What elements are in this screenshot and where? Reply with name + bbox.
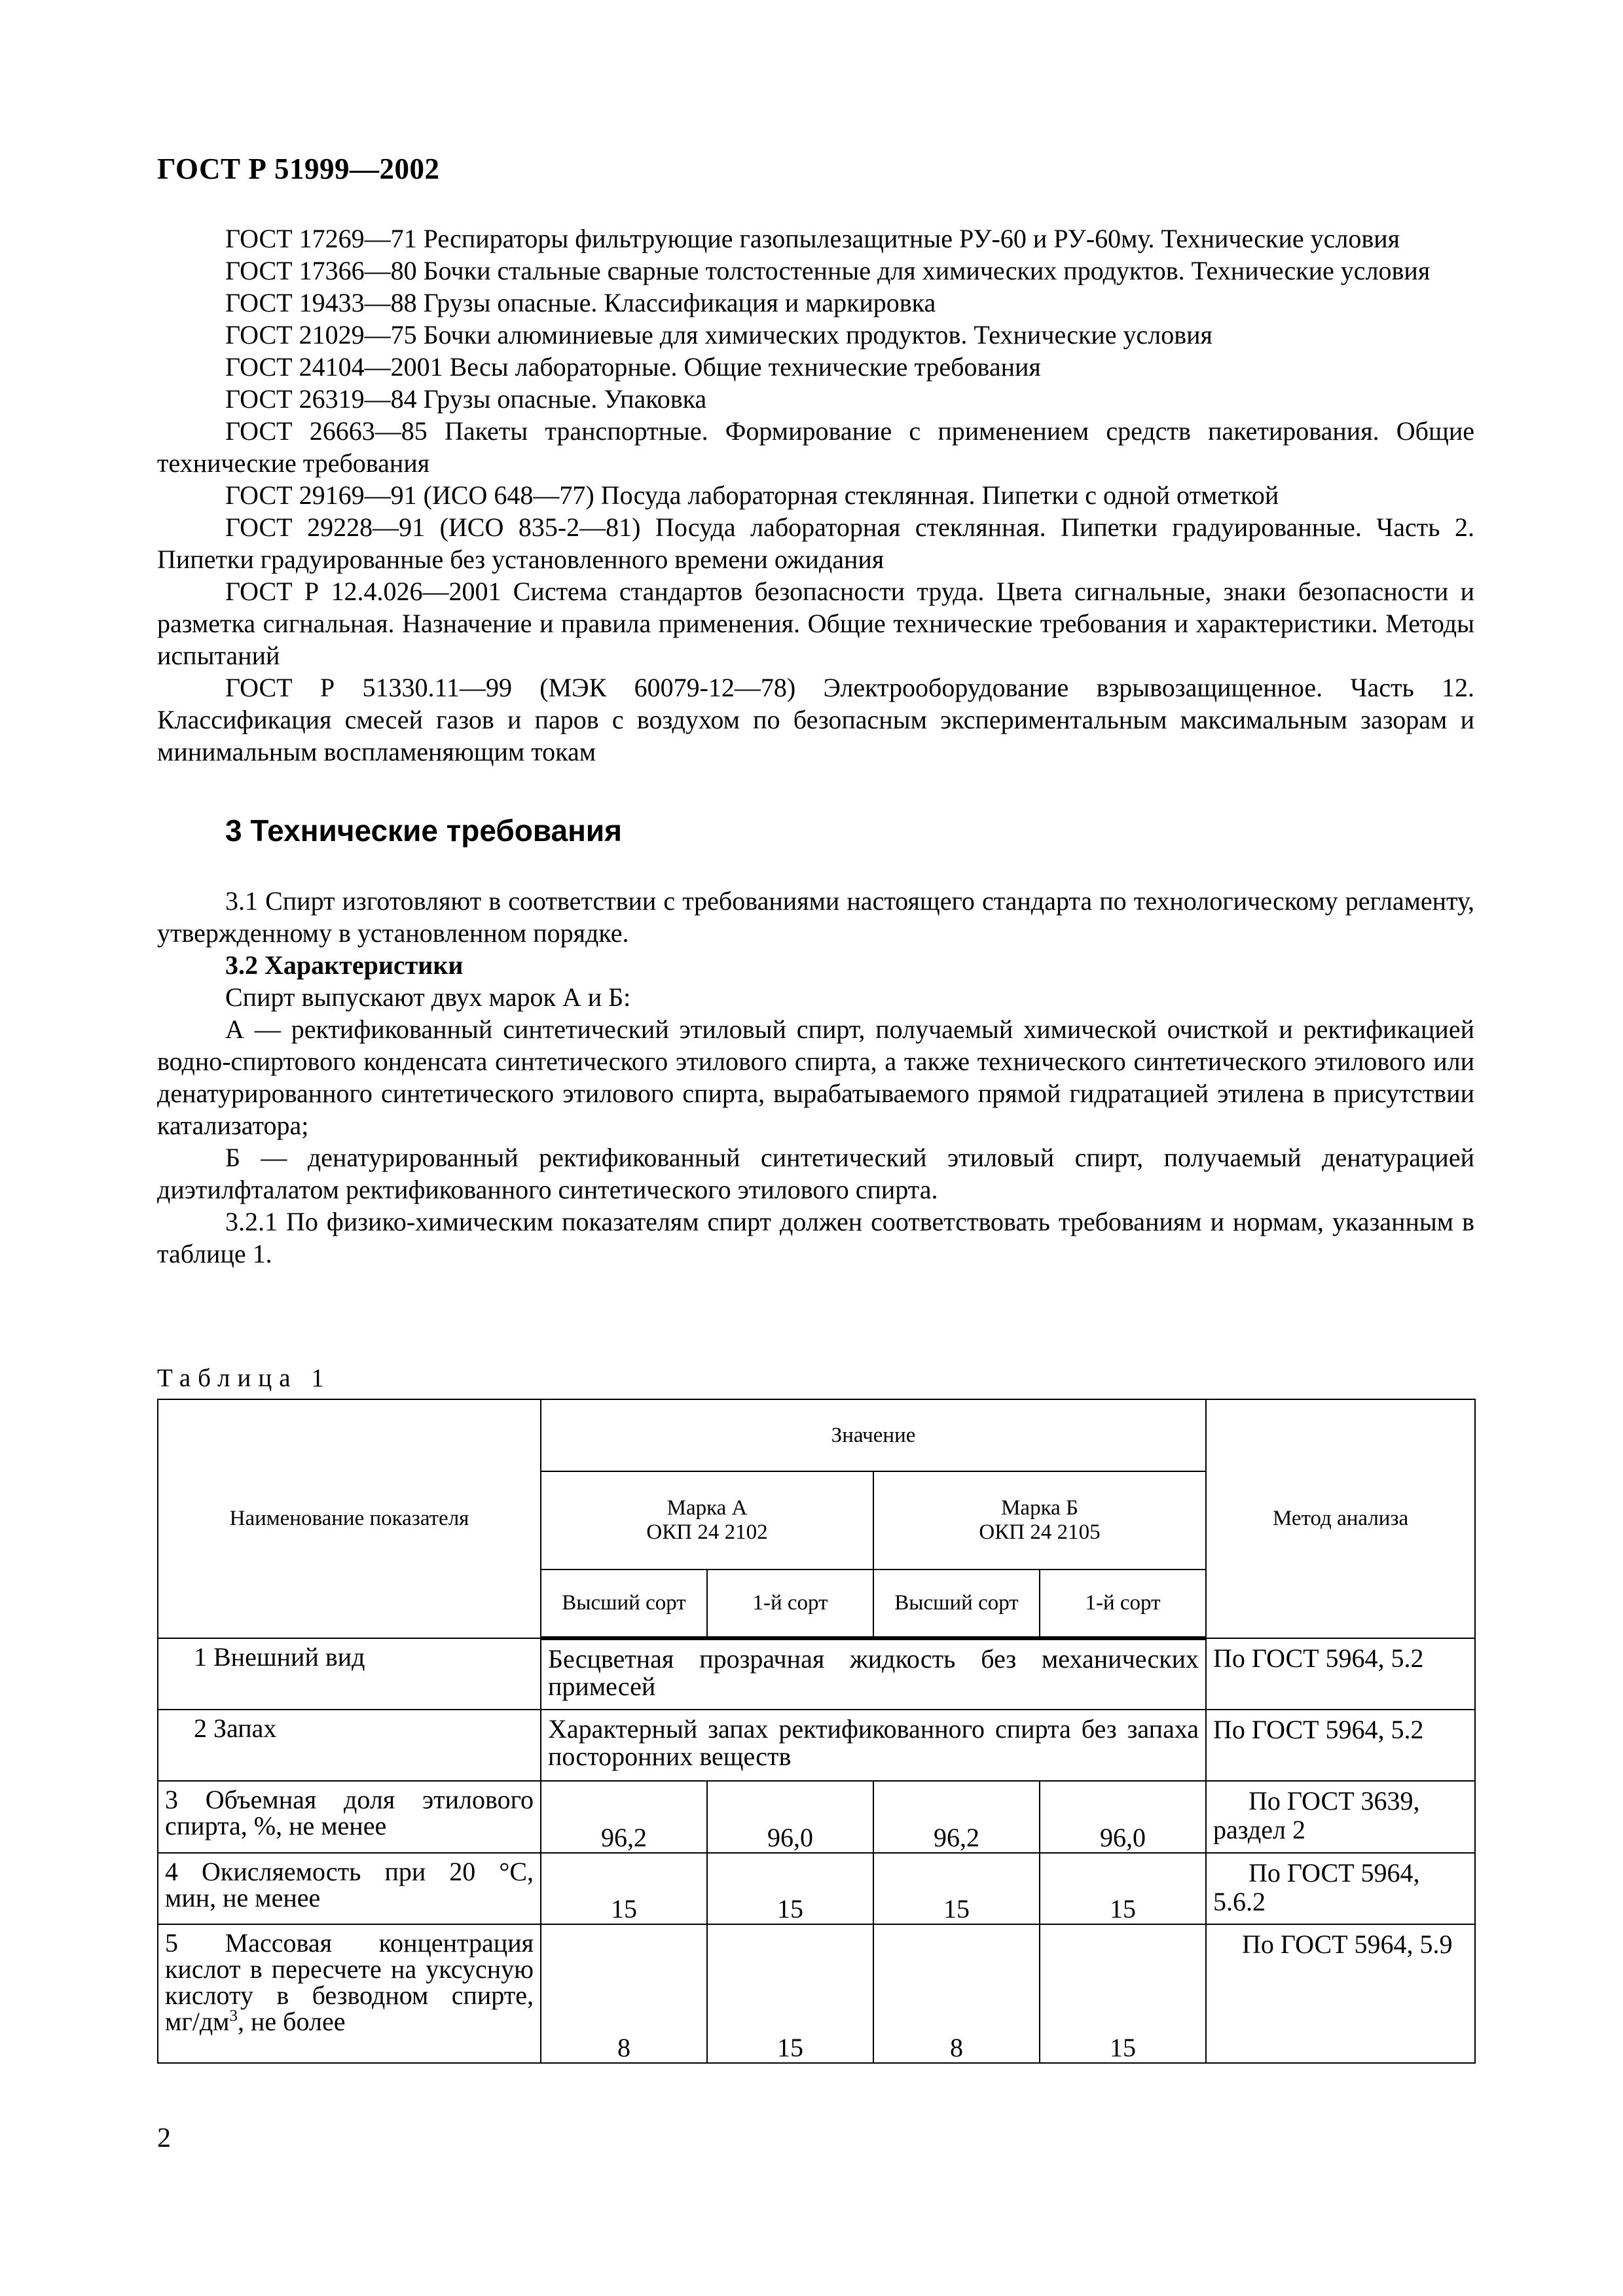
header-grade-first-a: 1-й сорт: [707, 1570, 873, 1638]
paragraph-mark-a: А — ректификованный синтетический этиловый спирт, получаемый химической очисткой и ректификацией водно-спиртового конденсата синтетического этилового спирта, а также технического синтетического этилового или денатурированного синтетического этилового спирта, вырабатываемого прямой гидратацией этилена в присутствии катализатора;: [157, 1014, 1474, 1140]
document-header: ГОСТ Р 51999—2002: [157, 152, 440, 185]
table-row: [158, 1853, 1475, 1924]
row-3-method-line1: По ГОСТ 3639,: [1249, 1786, 1420, 1816]
row-5-v1: 8: [541, 1924, 707, 2063]
row-3-v2: 96,0: [707, 1781, 873, 1853]
row-4-v3: 15: [873, 1853, 1040, 1924]
mark-a-name: Марка А: [666, 1496, 748, 1520]
row-5-unit: мг/дм: [165, 2007, 230, 2036]
ref-gost-21029: ГОСТ 21029—75 Бочки алюминиевые для химических продуктов. Технические условия: [225, 320, 1213, 350]
ref-gost-r-12-4-026: ГОСТ Р 12.4.026—2001 Система стандартов безопасности труда. Цвета сигнальные, знаки безопасности и разметка сигнальная. Назначение и правила применения. Общие технические требования и характеристики. Методы испытаний: [157, 577, 1474, 670]
row-5-limit: , не более: [238, 2007, 346, 2036]
section-heading: 3 Технические требования: [225, 814, 622, 848]
row-5-name-line1: 5 Массовая концентрация: [165, 1928, 534, 1958]
mark-b-okp: ОКП 24 2105: [979, 1520, 1101, 1544]
table-row: [158, 1924, 1475, 2063]
ref-gost-17366: ГОСТ 17366—80 Бочки стальные сварные толстостенные для химических продуктов. Технические условия: [225, 256, 1431, 285]
row-4-v1: 15: [541, 1853, 707, 1924]
row-1-value: Бесцветная прозрачная жидкость без механических примесей: [541, 1638, 1206, 1710]
header-mark-b: [873, 1471, 1206, 1570]
spec-table: [157, 1399, 1476, 2064]
row-3-v1: 96,2: [541, 1781, 707, 1853]
row-3-v4: 96,0: [1040, 1781, 1206, 1853]
row-3-name: [158, 1781, 541, 1853]
row-5-unit-exponent: 3: [229, 2007, 238, 2025]
subheading-3-2: 3.2 Характеристики: [225, 950, 464, 980]
header-method: Метод анализа: [1206, 1399, 1475, 1638]
ref-gost-26319: ГОСТ 26319—84 Грузы опасные. Упаковка: [225, 384, 707, 414]
row-4-v2: 15: [707, 1853, 873, 1924]
mark-b-name: Марка Б: [1001, 1496, 1078, 1520]
row-4-name-line2: мин, не менее: [165, 1883, 321, 1912]
row-1-name: 1 Внешний вид: [158, 1638, 541, 1710]
ref-gost-r-51330-11: ГОСТ Р 51330.11—99 (МЭК 60079-12—78) Электрооборудование взрывозащищенное. Часть 12. Классификация смесей газов и паров с воздухом по безопасным экспериментальным максимальным зазорам и минимальным воспламеняющим токам: [157, 673, 1474, 766]
table-row: [158, 1638, 1475, 1710]
row-5-v4: 15: [1040, 1924, 1206, 2063]
page-number: 2: [157, 2123, 171, 2153]
row-3-method: [1206, 1781, 1475, 1853]
row-2-method: По ГОСТ 5964, 5.2: [1206, 1710, 1475, 1781]
row-4-v4: 15: [1040, 1853, 1206, 1924]
row-4-method-line1: По ГОСТ 5964,: [1249, 1858, 1420, 1888]
ref-gost-17269: ГОСТ 17269—71 Респираторы фильтрующие газопылезащитные РУ-60 и РУ-60му. Технические условия: [225, 224, 1400, 253]
row-5-name-line2: кислот в пересчете на уксусную: [165, 1954, 534, 1984]
ref-gost-26663: ГОСТ 26663—85 Пакеты транспортные. Формирование с применением средств пакетирования. Общие технические требования: [157, 416, 1474, 478]
paragraph-3-1: 3.1 Спирт изготовляют в соответствии с требованиями настоящего стандарта по технологическому регламенту, утвержденному в установленном порядке.: [157, 886, 1474, 948]
ref-gost-19433: ГОСТ 19433—88 Грузы опасные. Классификация и маркировка: [225, 288, 936, 317]
ref-gost-29169: ГОСТ 29169—91 (ИСО 648—77) Посуда лабораторная стеклянная. Пипетки с одной отметкой: [225, 480, 1279, 510]
mark-a-okp: ОКП 24 2102: [646, 1520, 768, 1544]
table-row: [158, 1710, 1475, 1781]
row-3-name-line1: 3 Объемная доля этилового: [165, 1785, 534, 1814]
body-text: [157, 223, 1474, 1270]
header-value: Значение: [541, 1399, 1206, 1471]
row-4-name: [158, 1853, 541, 1924]
row-2-value: Характерный запах ректификованного спирта без запаха посторонних веществ: [541, 1710, 1206, 1781]
header-name: Наименование показателя: [158, 1399, 541, 1638]
row-5-name: [158, 1924, 541, 2063]
ref-gost-29228: ГОСТ 29228—91 (ИСО 835-2—81) Посуда лабораторная стеклянная. Пипетки градуированные. Часть 2. Пипетки градуированные без установленного времени ожидания: [157, 512, 1474, 574]
row-5-name-line4: [165, 2009, 534, 2035]
row-1-method: По ГОСТ 5964, 5.2: [1206, 1638, 1475, 1710]
row-4-name-line1: 4 Окисляемость при 20 °С,: [165, 1857, 534, 1886]
row-3-v3: 96,2: [873, 1781, 1040, 1853]
row-5-name-line3: кислоту в безводном спирте,: [165, 1981, 534, 2010]
header-mark-a: [541, 1471, 873, 1570]
header-grade-first-b: 1-й сорт: [1040, 1570, 1206, 1638]
row-4-method-line2: 5.6.2: [1213, 1887, 1266, 1916]
paragraph-mark-b: Б — денатурированный ректификованный синтетический этиловый спирт, получаемый денатурацией диэтилфталатом ректификованного синтетического этилового спирта.: [157, 1143, 1474, 1204]
row-3-name-line2: спирта, %, не менее: [165, 1811, 387, 1840]
row-4-method: [1206, 1853, 1475, 1924]
row-5-v3: 8: [873, 1924, 1040, 2063]
table-caption: Таблица 1: [157, 1364, 331, 1392]
ref-gost-24104: ГОСТ 24104—2001 Весы лабораторные. Общие технические требования: [225, 352, 1041, 382]
row-5-v2: 15: [707, 1924, 873, 2063]
row-3-method-line2: раздел 2: [1213, 1815, 1305, 1844]
header-grade-high-b: Высший сорт: [873, 1570, 1040, 1638]
header-grade-high-a: Высший сорт: [541, 1570, 707, 1638]
paragraph-marks: Спирт выпускают двух марок А и Б:: [225, 982, 631, 1012]
row-5-method: По ГОСТ 5964, 5.9: [1206, 1924, 1475, 2063]
table-row: [158, 1781, 1475, 1853]
paragraph-3-2-1: 3.2.1 По физико-химическим показателям спирт должен соответствовать требованиям и нормам, указанным в таблице 1.: [157, 1207, 1474, 1268]
row-2-name: 2 Запах: [158, 1710, 541, 1781]
